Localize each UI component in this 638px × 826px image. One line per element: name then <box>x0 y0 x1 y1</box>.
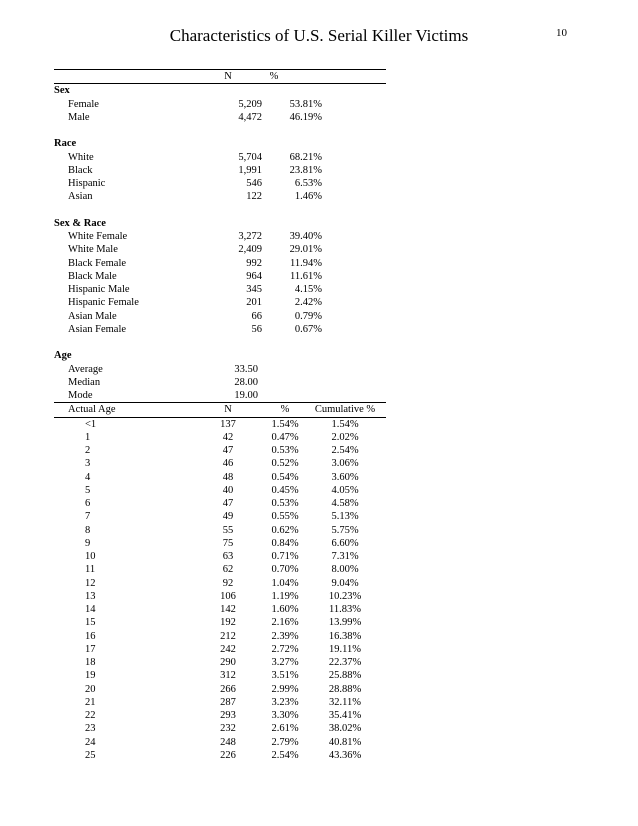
age-row <box>54 418 386 431</box>
age-percent: 2.61% <box>271 723 299 735</box>
age-count: 266 <box>220 683 236 695</box>
row-label: Asian Female <box>68 323 127 335</box>
row-label: Black <box>68 164 93 176</box>
table-row <box>54 177 386 190</box>
section-spacer <box>54 336 386 349</box>
actual-age-header-row <box>54 403 386 417</box>
age-row <box>54 537 386 550</box>
age-count: 62 <box>222 564 234 576</box>
row-count: 122 <box>246 191 262 203</box>
age-count: 63 <box>222 551 234 562</box>
row-label: Male <box>68 111 90 123</box>
age-percent: 0.45% <box>271 484 299 496</box>
age-cumulative-percent: 5.13% <box>331 511 359 523</box>
actual-age-header-label: Actual Age <box>68 404 116 416</box>
row-count: 992 <box>246 257 262 269</box>
row-label: Asian Male <box>68 310 117 322</box>
age-value: 20 <box>85 683 96 695</box>
age-count: 48 <box>222 471 234 483</box>
age-row <box>54 497 386 510</box>
table-row <box>54 111 386 124</box>
age-count: 106 <box>220 590 236 602</box>
section-heading: Race <box>54 138 77 150</box>
age-value: 3 <box>85 458 91 470</box>
age-percent: 1.19% <box>271 590 299 602</box>
age-count: 232 <box>220 723 236 735</box>
actual-age-header-cumulative: Cumulative % <box>314 404 376 416</box>
row-label: Asian <box>68 191 93 203</box>
table-header-row <box>54 70 386 84</box>
age-row <box>54 683 386 696</box>
row-label: Hispanic <box>68 178 106 189</box>
age-count: 248 <box>220 736 236 748</box>
age-row <box>54 669 386 682</box>
table-row <box>54 98 386 111</box>
row-label: White Male <box>68 244 118 256</box>
age-cumulative-percent: 1.54% <box>331 418 359 430</box>
age-cumulative-percent: 2.54% <box>331 445 359 456</box>
row-percent: 11.61% <box>290 270 322 282</box>
age-cumulative-percent: 5.75% <box>331 524 359 536</box>
age-count: 40 <box>222 484 234 496</box>
page-title: Characteristics of U.S. Serial Killer Victims <box>169 26 469 45</box>
table-row <box>54 323 386 336</box>
row-count: 964 <box>246 270 262 282</box>
age-cumulative-percent: 8.00% <box>331 564 359 576</box>
row-count: 5,704 <box>238 151 262 163</box>
section-heading-row <box>54 217 386 230</box>
row-count: 4,472 <box>238 111 262 123</box>
age-percent: 3.27% <box>271 657 299 668</box>
age-percent: 2.99% <box>271 683 299 695</box>
age-stat-value: 28.00 <box>234 376 258 388</box>
section-heading: Age <box>54 350 72 362</box>
row-count: 3,272 <box>238 231 262 242</box>
age-percent: 0.84% <box>271 537 299 549</box>
section-heading: Sex & Race <box>54 217 106 229</box>
age-row <box>54 577 386 590</box>
age-cumulative-percent: 11.83% <box>329 604 361 615</box>
age-row <box>54 444 386 457</box>
age-row <box>54 709 386 722</box>
age-count: 212 <box>220 630 236 642</box>
section-heading-row <box>54 84 386 97</box>
age-row <box>54 603 386 616</box>
age-row <box>54 590 386 603</box>
age-count: 242 <box>220 643 236 655</box>
table-row <box>54 270 386 283</box>
age-value: 15 <box>85 617 96 629</box>
row-label: Black Male <box>68 270 117 282</box>
row-count: 5,209 <box>238 98 262 110</box>
age-percent: 0.53% <box>271 445 299 456</box>
age-cumulative-percent: 25.88% <box>328 670 362 682</box>
row-count: 345 <box>246 284 262 295</box>
row-count: 201 <box>246 297 262 309</box>
age-count: 47 <box>222 498 234 509</box>
row-label: Hispanic Female <box>68 297 139 309</box>
age-cumulative-percent: 7.31% <box>331 551 359 562</box>
row-label: Hispanic Male <box>68 284 130 295</box>
section-heading-row <box>54 349 386 362</box>
row-label: White Female <box>68 231 128 242</box>
table-row <box>54 283 386 296</box>
row-percent: 0.67% <box>294 323 322 335</box>
age-row <box>54 484 386 497</box>
row-percent: 0.79% <box>294 310 322 322</box>
age-row <box>54 630 386 643</box>
age-stat-value: 33.50 <box>234 363 258 375</box>
age-cumulative-percent: 16.38% <box>328 630 362 642</box>
age-value: 10 <box>85 551 96 562</box>
age-cumulative-percent: 32.11% <box>329 696 361 708</box>
age-value: 8 <box>85 524 91 536</box>
age-value: 4 <box>85 471 91 483</box>
age-value: 11 <box>85 564 96 576</box>
section-heading-row <box>54 137 386 150</box>
age-value: 17 <box>85 643 96 655</box>
age-count: 293 <box>220 710 236 721</box>
age-value: 16 <box>85 630 96 642</box>
age-row <box>54 656 386 669</box>
age-cumulative-percent: 4.58% <box>331 498 359 509</box>
age-row <box>54 749 386 762</box>
age-percent: 3.51% <box>271 670 299 682</box>
age-cumulative-percent: 22.37% <box>328 657 362 668</box>
age-count: 92 <box>222 577 234 589</box>
age-cumulative-percent: 28.88% <box>328 683 362 695</box>
age-row <box>54 563 386 576</box>
actual-age-header-n: N <box>224 404 232 416</box>
section-spacer <box>54 124 386 137</box>
age-cumulative-percent: 6.60% <box>331 537 359 549</box>
age-value: 6 <box>85 498 91 509</box>
age-stat-row <box>54 376 386 389</box>
age-cumulative-percent: 43.36% <box>328 749 362 761</box>
age-value: 21 <box>85 696 96 708</box>
age-row <box>54 524 386 537</box>
row-percent: 23.81% <box>289 164 322 176</box>
age-count: 46 <box>222 458 234 470</box>
age-row <box>54 431 386 444</box>
age-stat-row <box>54 363 386 376</box>
age-count: 312 <box>220 670 236 682</box>
page-number: 10 <box>556 27 567 39</box>
column-header-n: N <box>224 71 232 82</box>
row-percent: 53.81% <box>289 98 322 110</box>
table-row <box>54 230 386 243</box>
age-row <box>54 510 386 523</box>
age-value: 25 <box>85 749 96 761</box>
age-count: 137 <box>220 418 236 430</box>
age-percent: 2.39% <box>271 630 299 642</box>
age-count: 287 <box>220 696 236 708</box>
table-row <box>54 257 386 270</box>
row-percent: 29.01% <box>289 244 322 256</box>
age-value: 24 <box>85 736 96 748</box>
age-cumulative-percent: 4.05% <box>331 484 359 496</box>
age-cumulative-percent: 2.02% <box>331 431 359 443</box>
row-count: 66 <box>251 310 262 322</box>
age-count: 42 <box>222 431 234 443</box>
age-count: 290 <box>220 657 236 668</box>
age-cumulative-percent: 19.11% <box>329 643 361 655</box>
age-percent: 1.04% <box>271 577 299 589</box>
age-row <box>54 471 386 484</box>
age-percent: 0.71% <box>271 551 299 562</box>
victim-characteristics-table <box>54 69 386 762</box>
age-row <box>54 616 386 629</box>
age-percent: 0.54% <box>271 471 299 483</box>
row-count: 1,991 <box>238 164 262 176</box>
row-count: 2,409 <box>238 244 262 256</box>
row-count: 56 <box>251 323 262 335</box>
age-percent: 0.52% <box>271 458 299 470</box>
row-percent: 46.19% <box>289 111 322 123</box>
age-stat-label: Median <box>68 376 101 388</box>
age-value: 7 <box>85 511 91 523</box>
age-row <box>54 550 386 563</box>
row-percent: 11.94% <box>290 257 322 269</box>
table-body <box>54 84 386 762</box>
age-row <box>54 457 386 470</box>
section-heading: Sex <box>54 85 70 97</box>
age-cumulative-percent: 10.23% <box>328 590 362 602</box>
table-row <box>54 310 386 323</box>
age-count: 192 <box>220 617 236 629</box>
row-label: Female <box>68 98 99 110</box>
actual-age-header-percent: % <box>280 404 290 416</box>
row-percent: 39.40% <box>289 231 322 242</box>
age-value: 2 <box>85 445 91 456</box>
table-row <box>54 164 386 177</box>
age-cumulative-percent: 3.06% <box>331 458 359 470</box>
age-cumulative-percent: 9.04% <box>331 577 359 589</box>
age-cumulative-percent: 40.81% <box>328 736 362 748</box>
age-value: 12 <box>85 577 96 589</box>
age-value: <1 <box>85 418 97 430</box>
age-count: 47 <box>222 445 234 456</box>
age-stat-value: 19.00 <box>234 390 258 401</box>
age-percent: 0.70% <box>271 564 299 576</box>
age-percent: 0.47% <box>271 431 299 443</box>
age-percent: 2.79% <box>271 736 299 748</box>
age-cumulative-percent: 38.02% <box>328 723 362 735</box>
age-count: 226 <box>220 749 236 761</box>
age-value: 22 <box>85 710 96 721</box>
age-row <box>54 696 386 709</box>
age-percent: 3.23% <box>271 696 299 708</box>
column-header-percent: % <box>269 71 279 82</box>
age-row <box>54 643 386 656</box>
row-percent: 6.53% <box>294 178 322 189</box>
age-percent: 1.54% <box>271 418 299 430</box>
age-cumulative-percent: 3.60% <box>331 471 359 483</box>
row-percent: 2.42% <box>294 297 322 309</box>
age-percent: 1.60% <box>271 604 299 615</box>
row-percent: 4.15% <box>294 284 322 295</box>
age-percent: 0.53% <box>271 498 299 509</box>
age-percent: 2.16% <box>271 617 299 629</box>
row-label: White <box>68 151 94 163</box>
table-row <box>54 190 386 203</box>
age-percent: 0.62% <box>271 524 299 536</box>
age-value: 14 <box>85 604 96 615</box>
age-value: 19 <box>85 670 96 682</box>
age-stat-label: Average <box>68 363 103 375</box>
age-row <box>54 722 386 735</box>
age-count: 55 <box>222 524 234 536</box>
age-percent: 3.30% <box>271 710 299 721</box>
row-count: 546 <box>246 178 262 189</box>
table-row <box>54 296 386 309</box>
age-value: 23 <box>85 723 96 735</box>
row-percent: 1.46% <box>294 191 322 203</box>
age-count: 49 <box>222 511 234 523</box>
age-count: 75 <box>222 537 234 549</box>
age-value: 13 <box>85 590 96 602</box>
age-percent: 0.55% <box>271 511 299 523</box>
age-percent: 2.72% <box>271 643 299 655</box>
age-value: 9 <box>85 537 91 549</box>
age-row <box>54 736 386 749</box>
table-row <box>54 151 386 164</box>
age-stat-label: Mode <box>68 390 93 401</box>
age-value: 18 <box>85 657 96 668</box>
age-stat-row <box>54 389 386 403</box>
age-value: 1 <box>85 431 91 443</box>
row-label: Black Female <box>68 257 127 269</box>
table-row <box>54 243 386 256</box>
age-value: 5 <box>85 484 91 496</box>
row-percent: 68.21% <box>289 151 322 163</box>
age-cumulative-percent: 13.99% <box>328 617 362 629</box>
section-spacer <box>54 204 386 217</box>
age-count: 142 <box>220 604 236 615</box>
age-percent: 2.54% <box>271 749 299 761</box>
age-cumulative-percent: 35.41% <box>328 710 362 721</box>
